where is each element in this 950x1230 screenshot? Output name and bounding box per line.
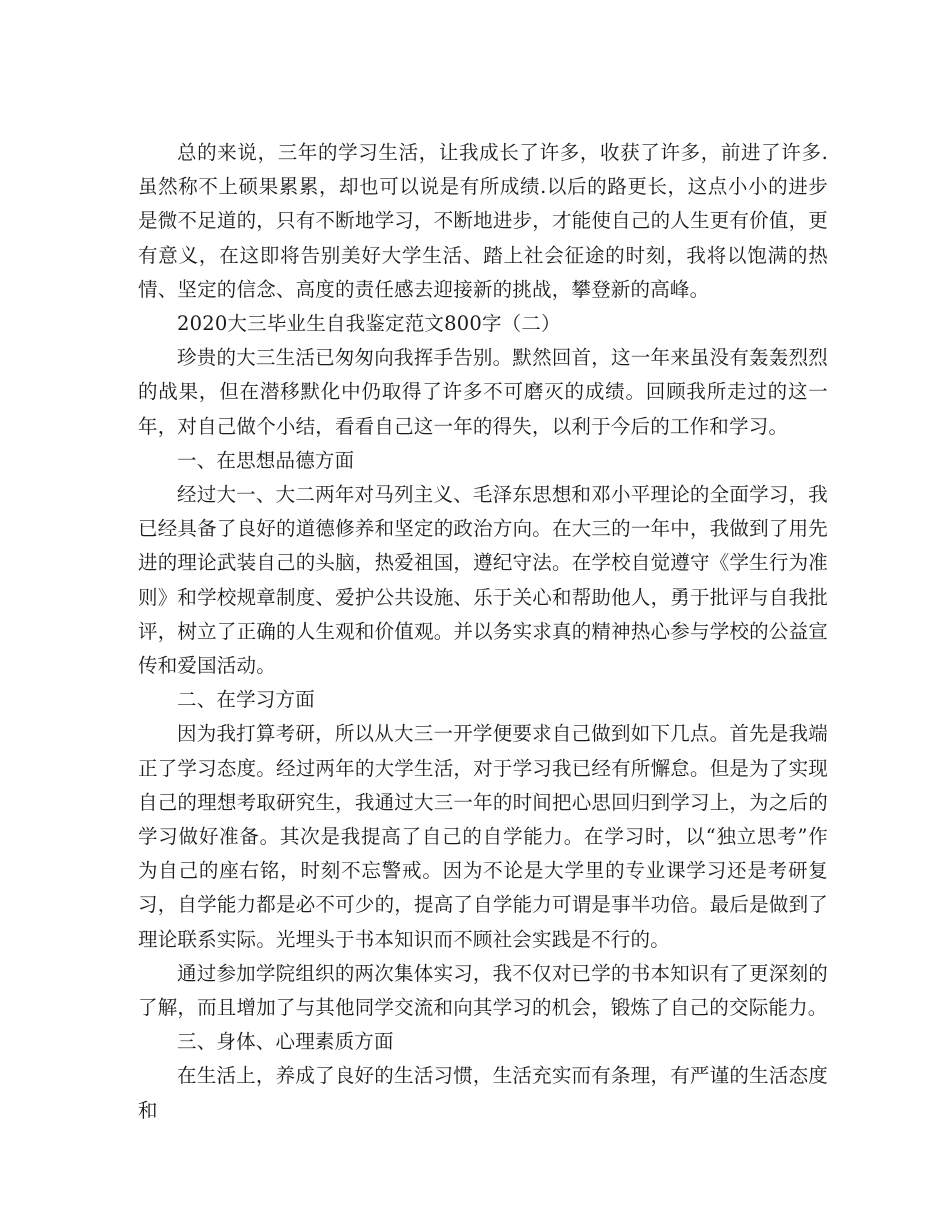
paragraph-study: 因为我打算考研，所以从大三一开学便要求自己做到如下几点。首先是我端正了学习态度。经过两年的大学生活，对于学习我已经有所懈怠。但是为了实现自己的理想考取研究生，我通过大三一年的时间把心思回归到学习上，为之后的学习做好准备。其次是我提高了自己的自学能力。在学习时，以“独立思考”作为自己的座右铭，时刻不忘警戒。因为不论是大学里的专业课学习还是考研复习，自学能力都是必不可少的，提高了自学能力可谓是事半功倍。最后是做到了理论联系实际。光埋头于书本知识而不顾社会实践是不行的。: [138, 722, 828, 951]
heading-health: 三、身体、心理素质方面: [177, 1030, 394, 1054]
paragraph-intro: 珍贵的大三生活已匆匆向我挥手告别。默然回首，这一年来虽没有轰轰烈烈的战果，但在潜移默化中仍取得了许多不可磨灭的成绩。回顾我所走过的这一年，对自己做个小结，看看自己这一年的得失，以利于今后的工作和学习。: [138, 346, 828, 438]
heading-ideology: 一、在思想品德方面: [177, 448, 355, 472]
document-body: [138, 136, 828, 1128]
heading-study: 二、在学习方面: [177, 688, 315, 712]
paragraph-summary: 总的来说，三年的学习生活，让我成长了许多，收获了许多，前进了许多.虽然称不上硕果累累，却也可以说是有所成绩.以后的路更长，这点小小的进步是微不足道的，只有不断地学习，不断地进步，才能使自己的人生更有价值，更有意义，在这即将告别美好大学生活、踏上社会征途的时刻，我将以饱满的热情、坚定的信念、高度的责任感去迎接新的挑战，攀登新的高峰。: [138, 141, 828, 301]
paragraph-ideology: 经过大一、大二两年对马列主义、毛泽东思想和邓小平理论的全面学习，我已经具备了良好的道德修养和坚定的政治方向。在大三的一年中，我做到了用先进的理论武装自己的头脑，热爱祖国，遵纪守法。在学校自觉遵守《学生行为准则》和学校规章制度、爱护公共设施、乐于关心和帮助他人，勇于批评与自我批评，树立了正确的人生观和价值观。并以务实求真的精神热心参与学校的公益宣传和爱国活动。: [138, 483, 828, 678]
paragraph-internship: 通过参加学院组织的两次集体实习，我不仅对已学的书本知识有了更深刻的了解，而且增加了与其他同学交流和向其学习的机会，锻炼了自己的交际能力。: [138, 961, 828, 1020]
section-title: 2020大三毕业生自我鉴定范文800字（二）: [177, 312, 561, 336]
paragraph-life: 在生活上，养成了良好的生活习惯，生活充实而有条理，有严谨的生活态度和: [138, 1064, 828, 1122]
